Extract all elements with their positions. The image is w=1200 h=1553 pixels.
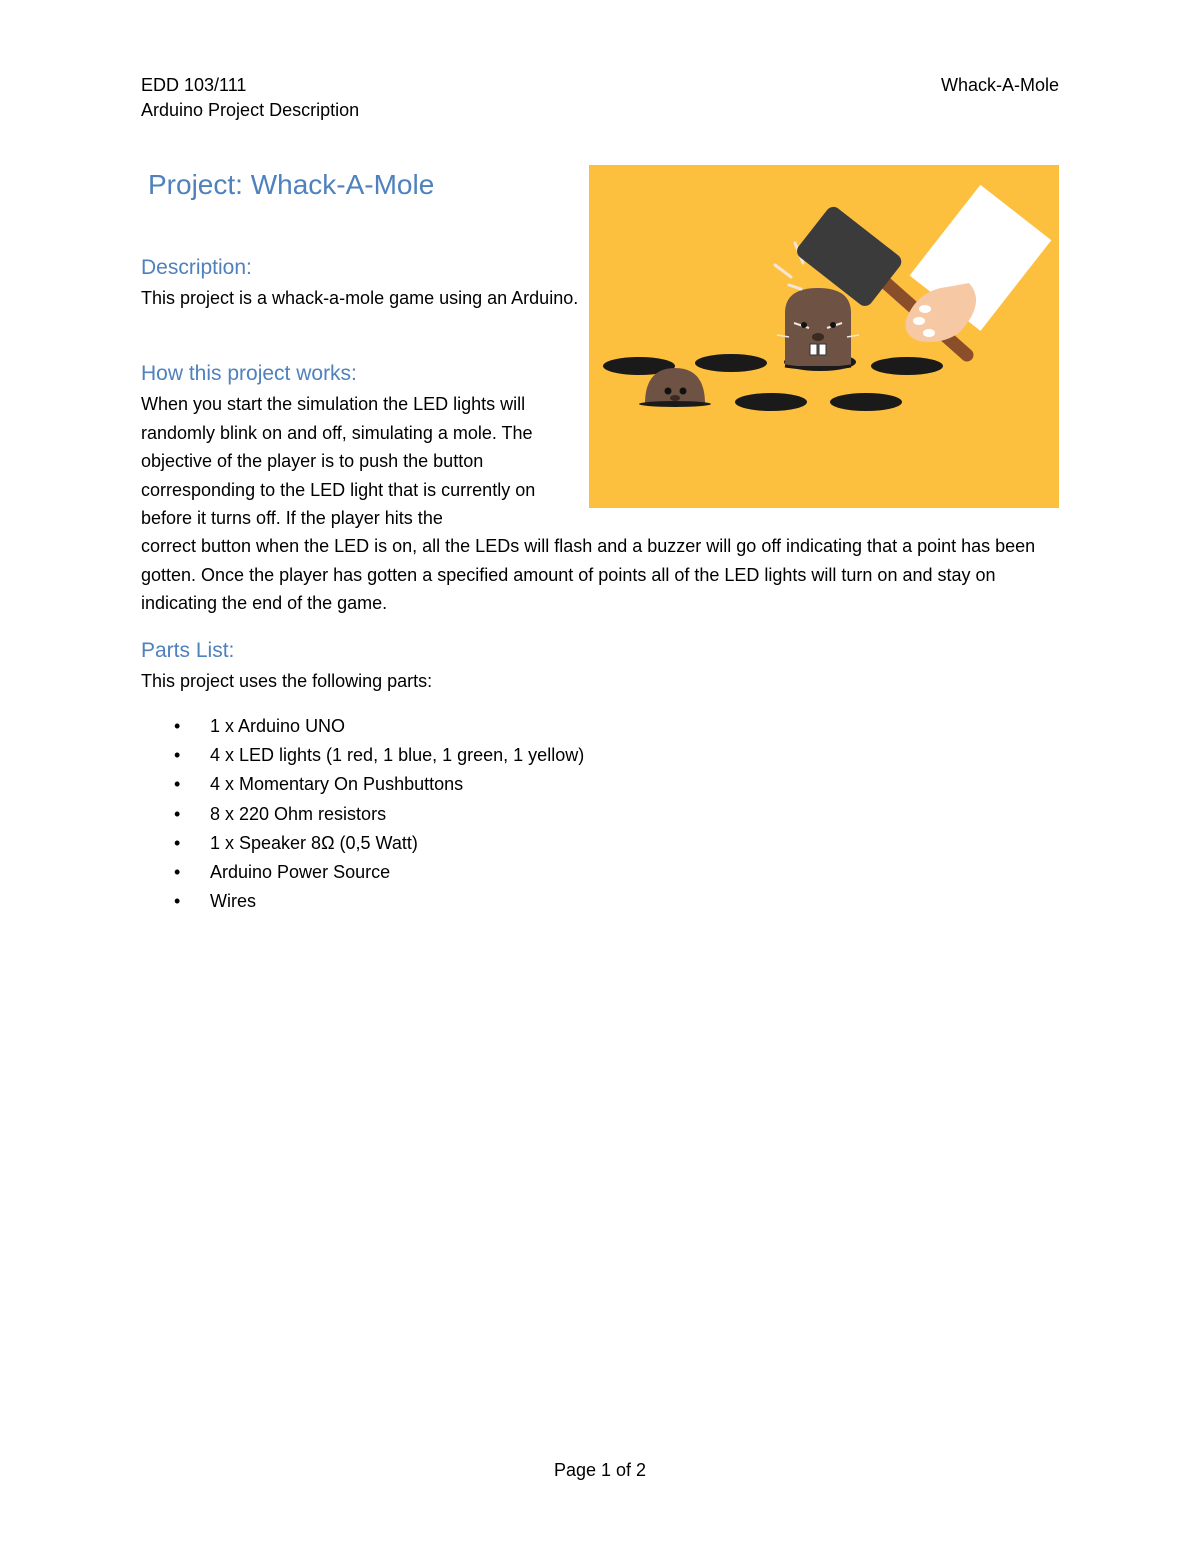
how-it-works-heading: How this project works: [141, 362, 357, 385]
hole [735, 393, 807, 411]
bullet-icon: • [174, 832, 181, 853]
bullet-icon: • [174, 745, 181, 766]
parts-list-intro: This project uses the following parts: [141, 671, 433, 691]
parts-list-item [141, 741, 584, 770]
bullet-icon: • [174, 774, 181, 795]
how-it-works-text-full: correct button when the LED is on, all the LEDs will flash and a buzzer will go off indicating that a point has been gotten. Once the player has gotten a specified amount of points all of the LED lights will turn on and stay on indicating the end of the game. [141, 536, 1036, 613]
description-heading: Description: [141, 256, 252, 279]
page-title: Project: Whack-A-Mole [148, 169, 435, 200]
header-course: EDD 103/111 [141, 75, 247, 95]
bullet-icon: • [174, 891, 181, 912]
how-it-works-text-wrapped: When you start the simulation the LED lights will randomly blink on and off, simulating a mole. The objective of the player is to push the button corresponding to the LED light that is currently on before it turns off. If the player hits the [141, 394, 536, 528]
hole [695, 354, 767, 372]
parts-list-item-label: 4 x LED lights (1 red, 1 blue, 1 green, 1 yellow) [210, 745, 585, 766]
bullet-icon: • [174, 803, 181, 824]
parts-list-item [141, 829, 584, 858]
bullet-icon: • [174, 716, 181, 736]
whack-a-mole-illustration [589, 165, 1059, 508]
parts-list-item-label: 4 x Momentary On Pushbuttons [210, 774, 464, 795]
parts-list-item-label: 1 x Speaker 8Ω (0,5 Watt) [210, 832, 418, 853]
parts-list-item-label: 1 x Arduino UNO [210, 716, 346, 736]
header-right-title: Whack-A-Mole [940, 75, 1059, 95]
parts-list-item [141, 770, 584, 799]
description-text: This project is a whack-a-mole game using an Arduino. [141, 288, 579, 308]
parts-list-item [141, 712, 584, 741]
parts-list-item [141, 800, 584, 829]
parts-list-item-label: Wires [210, 891, 256, 912]
header-doc-type: Arduino Project Description [141, 100, 360, 120]
bullet-icon: • [174, 862, 181, 883]
parts-list-heading: Parts List: [141, 639, 235, 662]
footer-page-label: Page 1 of 2 [553, 1460, 647, 1480]
hole [871, 357, 943, 375]
parts-list-item-label: Arduino Power Source [210, 862, 391, 883]
parts-list [141, 712, 584, 916]
hole [830, 393, 902, 411]
mole-center [777, 288, 859, 369]
parts-list-item-label: 8 x 220 Ohm resistors [210, 803, 387, 824]
parts-list-item [141, 858, 584, 887]
parts-list-item [141, 887, 584, 916]
